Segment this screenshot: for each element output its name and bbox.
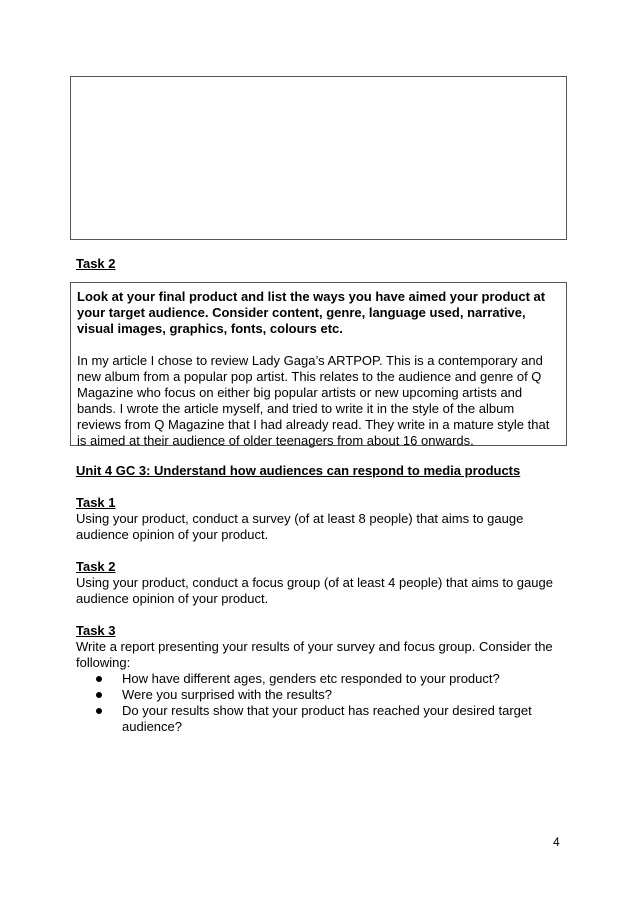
task2-heading: Task 2	[76, 256, 116, 271]
bullet-icon	[96, 708, 102, 714]
bullet-icon	[96, 676, 102, 682]
task3-heading: Task 3	[76, 623, 116, 638]
task3-bullet-list	[76, 671, 566, 735]
task2b-text: Using your product, conduct a focus group (of at least 4 people) that aims to gauge audience opinion of your product.	[76, 575, 553, 606]
bullet-text: Were you surprised with the results?	[122, 687, 333, 702]
bullet-icon	[96, 692, 102, 698]
task1-heading: Task 1	[76, 495, 116, 510]
list-item	[76, 671, 566, 687]
task2b-heading: Task 2	[76, 559, 116, 574]
page-number: 4	[553, 835, 560, 849]
bullet-text: Do your results show that your product has reached your desired target audience?	[122, 703, 532, 734]
task2-answer-box	[70, 282, 567, 446]
task2-prompt: Look at your final product and list the ways you have aimed your product at your target audience. Consider content, genre, language used, narrative, visual images, graphics, fonts, colours etc.	[77, 289, 546, 336]
empty-answer-box	[70, 76, 567, 240]
unit-title: Unit 4 GC 3: Understand how audiences can respond to media products	[76, 463, 521, 478]
bullet-text: How have different ages, genders etc responded to your product?	[122, 671, 500, 686]
unit-section	[76, 463, 566, 735]
task1-text: Using your product, conduct a survey (of at least 8 people) that aims to gauge audience opinion of your product.	[76, 511, 524, 542]
list-item	[76, 687, 566, 703]
task2-answer: In my article I chose to review Lady Gaga’s ARTPOP. This is a contemporary and new album from a popular pop artist. This relates to the audience and genre of Q Magazine who focus on either big popular artists or new upcoming artists and bands. I wrote the article myself, and tried to write it in the style of the album reviews from Q Magazine that I had already read. They write in a mature style that is aimed at their audience of older teenagers from about 16 onwards.	[77, 353, 550, 448]
list-item	[76, 703, 566, 735]
task3-text: Write a report presenting your results of your survey and focus group. Consider the following:	[76, 639, 553, 670]
